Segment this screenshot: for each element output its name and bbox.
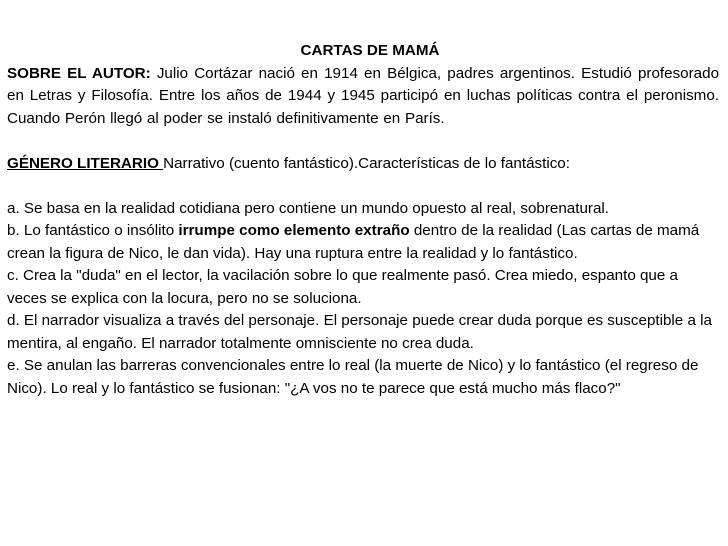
item-e: e. Se anulan las barreras convencionales entre lo real (la muerte de Nico) y lo fantástico (el regreso de Nico). Lo real y lo fantástico se fusionan: "¿A vos no te parece que está mucho más flaco?"	[7, 357, 699, 397]
author-label: SOBRE EL AUTOR:	[7, 64, 151, 82]
document-page	[7, 40, 719, 400]
spacer	[7, 175, 719, 198]
document-title: CARTAS DE MAMÁ	[300, 42, 440, 59]
author-text: Julio Cortázar nació en 1914 en Bélgica, padres argentinos. Estudió profesorado en Letras y Filosofía. Entre los años de 1944 y 1945 participó en luchas políticas contra el peronismo. Cuando Perón llegó al poder se instaló definitivamente en París.	[7, 64, 720, 127]
item-b	[7, 220, 719, 265]
genre-label: GÉNERO LITERARIO	[7, 154, 164, 172]
author-paragraph	[7, 63, 719, 131]
spacer	[7, 130, 719, 153]
item-b-after: dentro de la realidad (Las cartas de mamá crean la figura de Nico, le dan vida). Hay una ruptura entre la realidad y lo fantástico.	[7, 222, 700, 262]
genre-text: Narrativo (cuento fantástico).Características de lo fantástico:	[163, 154, 570, 172]
item-c: c. Crea la "duda" en el lector, la vacilación sobre lo que realmente pasó. Crea miedo, espanto que a veces se explica con la locura, pero no se soluciona.	[7, 267, 678, 307]
genre-paragraph	[7, 153, 719, 176]
item-a: a. Se basa en la realidad cotidiana pero contiene un mundo opuesto al real, sobrenatural.	[7, 199, 610, 217]
item-b-before: b. Lo fantástico o insólito	[7, 222, 179, 239]
item-d: d. El narrador visualiza a través del personaje. El personaje puede crear duda porque es susceptible a la mentira, al engaño. El narrador totalmente omnisciente no crea duda.	[7, 312, 712, 352]
item-b-bold: irrumpe como elemento extraño	[178, 222, 410, 239]
